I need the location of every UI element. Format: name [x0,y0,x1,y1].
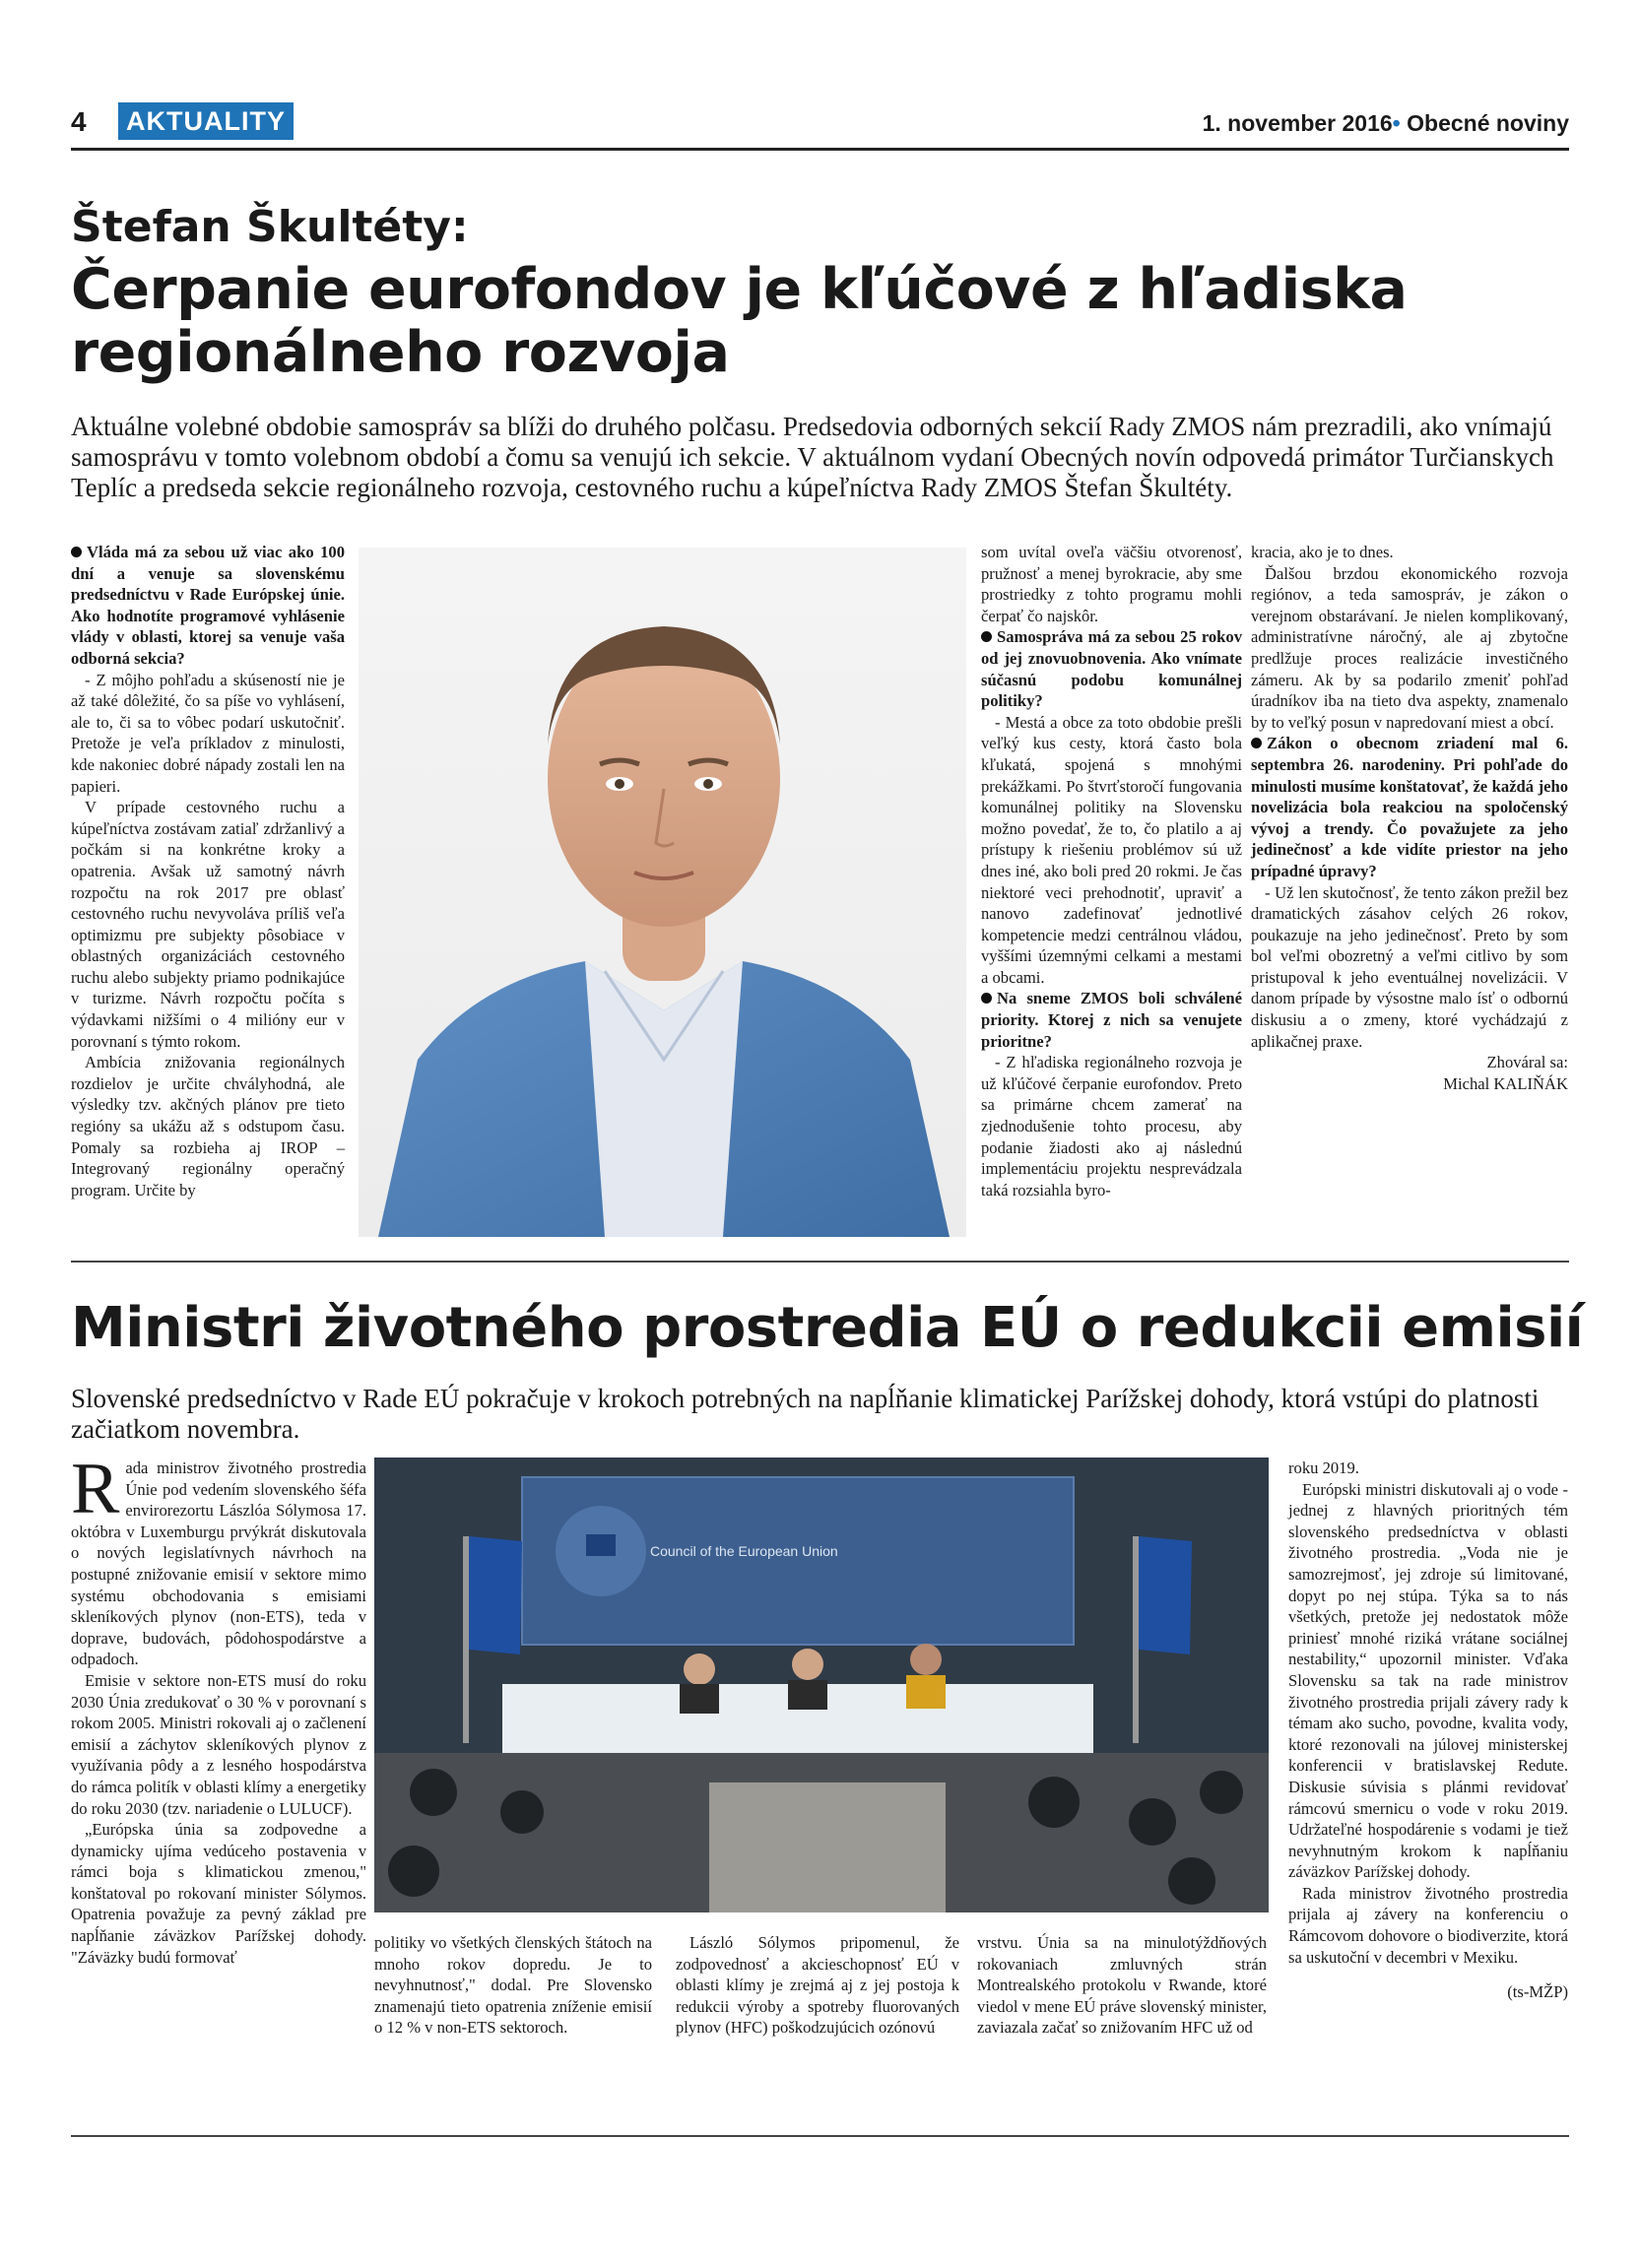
header-rule [71,148,1569,151]
publication-name: Obecné noviny [1407,110,1569,136]
article2-column-4 [977,1932,1267,2039]
article1-column-3 [981,542,1242,1200]
article1-column-1 [71,542,345,1200]
article1-kicker: Štefan Škultéty: [71,202,469,252]
paragraph: Rada ministrov životného prostredia Únie pod vedením slovenského šéfa envirorezortu Lászlóa Sólymosa 17. októbra v Luxemburgu prvýkrát diskutovala o nových legislatívnych návrhoch na postupné znižovanie emisií v sektore mimo systému obchodovania s emisiami skleníkových plynov (non-ETS), teda v doprave, budovách, pôdohospodárstve a odpadoch. [71,1449,366,1669]
article2-lead: Slovenské predsedníctvo v Rade EÚ pokračuje v krokoch potrebných na napĺňanie klimatickej Parížskej dohody, ktorá vstúpi do platnosti začiatkom novembra. [71,1384,1540,1444]
dropcap: R [71,1449,120,1529]
paragraph: „Európska únia sa zodpovedne a dynamicky ujíma vedúceho postavenia v rámci boja s klimatickou zmenou," konštatoval po rokovaní minister Sólymos. Opatrenia považuje za pevný základ pre napĺňanie záväzkov Parížskej dohody. "Záväzky budú formovať [71,1820,366,1967]
question: Samospráva má za sebou 25 rokov od jej znovuobnovenia. Ako vnímate súčasnú podobu komunálnej politiky? [981,627,1242,711]
portrait-photo [359,548,966,1237]
section-tag: AKTUALITY [118,102,294,140]
bullet-icon [1251,738,1262,748]
paragraph: - Mestá a obce za toto obdobie prešli veľký kus cesty, ktorá často bola kľukatá, spojená s mnohými prekážkami. Po štvrťstoročí fungovania komunálnej politiky na Slovensku možno povedať, že to, čo platilo a aj prístupy k riešeniu problémov sú už dnes iné, ako boli pred 20 rokmi. Je čas niektoré veci prehodnotiť, upraviť a nanovo zadefinovať jednotlivé kompetencie medzi centrálnou vládou, vyššími územnými celkami a mestami a obcami. [981,712,1242,987]
paragraph: - Už len skutočnosť, že tento zákon prežil bez dramatických zásahov celých 26 rokov, poukazuje na jeho jedinečnosť. Preto by som bol veľmi obozretný a veľmi citlivo by som pristupoval k jeho eventuálnej novelizácii. V danom prípade by výsostne malo ísť o odbornú diskusiu a o zmeny, ktoré vychádzajú z aplikačnej praxe. [1251,882,1568,1051]
paragraph: Rada ministrov životného prostredia prijala aj závery na konferenciu o Rámcovom dohovore o biodiverzite, ktorá sa uskutoční v decembri v Mexiku. [1288,1883,1568,1967]
bullet-icon [71,547,82,557]
paragraph: Ambícia znižovania regionálnych rozdielov je určite chvályhodná, ale výsledky tzv. akčných plánov pre tieto regióny sa ukážu až s odstupom času. Pomaly sa rozbieha aj IROP – Integrovaný regionálny operačný program. Určite by [71,1053,345,1199]
paragraph: V prípade cestovného ruchu a kúpeľníctva zostávam zatiaľ zdržanlivý a počkám si na konkrétne kroky a opatrenia. Avšak už samotný návrh rozpočtu na rok 2017 pre oblasť cestovného ruchu nevyvoláva príliš veľa optimizmu pre subjekty pôsobiace v oblastných organizáciách cestovného ruchu alebo subjekty priamo podnikajúce v turizme. Návrh rozpočtu počíta s výdavkami nižšími o 4 milióny eur v porovnaní s týmto rokom. [71,798,345,1051]
paragraph: politiky vo všetkých členských štátoch na mnoho rokov dopredu. Je to nevyhnutnosť," dodal. Pre Slovensko znamenajú tieto opatrenia zníženie emisií o 12 % v non-ETS sektoroch. [374,1933,652,2038]
article2-column-3 [676,1932,959,2039]
question: Zákon o obecnom zriadení mal 6. septembra 26. narodeniny. Pri pohľade do minulosti musíme konštatovať, že každá jeho novelizácia bola reakciou na spoločenský vývoj a trendy. Čo považujete za jeho jedinečnosť a kde vidíte priestor na jeho prípadné úpravy? [1251,734,1568,880]
page-number: 4 [71,106,87,137]
credit-name: Michal KALIŇÁK [1443,1073,1568,1093]
article2-column-5 [1288,1458,1568,2003]
backdrop-text: Council of the European Union [650,1543,838,1559]
portrait-illustration [359,548,966,1237]
issue-info [1203,110,1569,137]
paragraph: kracia, ako je to dnes. [1251,543,1394,561]
paragraph: Ďalšou brzdou ekonomického rozvoja regiónov, a teda samospráv, je zákon o verejnom obstarávaní. Je nielen komplikovaný, administratívne náročný, ale aj zbytočne predlžuje proces realizácie investičného zámeru. Ak by sa podarilo zmeniť pohľad úradníkov iba na tieto dva aspekty, znamenalo by to veľký posun v napredovaní miest a obcí. [1251,563,1568,732]
article2-credit: (ts-MŽP) [1507,1982,1568,2002]
press-conference-photo [374,1458,1269,1912]
paragraph: László Sólymos pripomenul, že zodpovednosť a akcieschopnosť EÚ v oblasti klímy je zrejmá aj z jej postoja k redukcii výroby a spotreby fluorovaných plynov (HFC) poškodzujúcich ozónovú [676,1933,959,2038]
paragraph: - Z môjho pohľadu a skúseností nie je až také dôležité, čo sa píše vo vyhlásení, ale to, či sa to vôbec podarí uskutočniť. Pretože je veľa príkladov z minulosti, kde nakoniec dobré nápady zostali len na papieri. [71,670,345,796]
credit-label: Zhováral sa: [1486,1053,1568,1072]
article1-headline-line1: Čerpanie eurofondov je kľúčové z hľadiska [71,257,1408,322]
article1-headline [71,258,1529,384]
bullet-icon [981,993,992,1004]
article1-headline-line2: regionálneho rozvoja [71,320,730,385]
article1-lead: Aktuálne volebné obdobie samospráv sa blíži do druhého polčasu. Predsedovia odborných sekcií Rady ZMOS nám prezradili, ako vnímajú samosprávu v tomto volebnom období a čomu sa venujú ich sekcie. V aktuálnom vydaní Obecných novín odpovedá primátor Turčianskych Teplíc a predseda sekcie regionálneho rozvoja, cestovného ruchu a kúpeľníctva Rady ZMOS Štefan Škultéty. [71,412,1554,502]
paragraph: som uvítal oveľa väčšiu otvorenosť, pružnosť a menej byrokracie, aby sme prostriedky z tohto programu mohli čerpať čo najskôr. [981,543,1242,625]
footer-rule [71,2135,1569,2137]
article2-column-1 [71,1449,366,1968]
paragraph: roku 2019. [1288,1458,1359,1477]
paragraph: - Z hľadiska regionálneho rozvoja je už kľúčové čerpanie eurofondov. Preto sa primárne chcem zamerať na zjednodušenie tohto procesu, aby podanie žiadosti ako aj následnú implementáciu projektu nesprevádzala taká rozsiahla byro- [981,1053,1242,1199]
question: Vláda má za sebou už viac ako 100 dní a venuje sa slovenskému predsedníctvu v Rade Európskej únie. Ako hodnotíte programové vyhlásenie vlády v oblasti, ktorej sa venuje vaša odborná sekcia? [71,543,345,668]
press-conference-illustration [374,1458,1269,1912]
paragraph: Európski ministri diskutovali aj o vode - jednej z hlavných prioritných tém slovenského predsedníctva v oblasti životného prostredia. „Voda nie je samozrejmosť, jej zdroje sú limitované, dopyt po nej stúpa. Týka sa to nás všetkých, pretože jej nedostatok môže priniesť mnohé riziká vrátane sociálnej nestability,“ upozornil minister. Vďaka Slovensku sa tak na rade ministrov životného prostredia prijali závery rady k témam ako sucho, povodne, kvalita vody, ktoré rezonovali na júlovej ministerskej konferencii v bratislavskej Redute. Diskusie súvisia s plánmi revidovať rámcovú smernicu o vode v roku 2019. Udržateľné hospodárenie s vodami je tiež nevyhnutným krokom k napĺňaniu záväzkov Parížskej dohody. [1288,1479,1568,1882]
article2-column-2 [374,1932,652,2039]
separator-dot: • [1392,110,1401,136]
bullet-icon [981,631,992,642]
article2-headline: Ministri životného prostredia EÚ o redukcii emisií [71,1296,1584,1360]
question: Na sneme ZMOS boli schválené priority. Ktorej z nich sa venujete prioritne? [981,989,1242,1051]
paragraph: vrstvu. Únia sa na minulotýždňových rokovaniach zmluvných strán Montrealského protokolu v Rwande, ktoré viedol v mene EÚ práve slovenský minister, zaviazala začať so znižovaním HFC už od [977,1933,1267,2038]
article1-column-4 [1251,542,1568,1094]
paragraph: Emisie v sektore non-ETS musí do roku 2030 Únia zredukovať o 30 % v porovnaní s rokom 2005. Ministri rokovali aj o začlenení emisií a záchytov skleníkových plynov z využívania pôdy a z lesného hospodárstva do rámca politík v oblasti klímy a energetiky do roku 2030 (tzv. nariadenie o LULUCF). [71,1670,366,1818]
article-divider [71,1261,1569,1263]
issue-date: 1. november 2016 [1202,110,1393,136]
